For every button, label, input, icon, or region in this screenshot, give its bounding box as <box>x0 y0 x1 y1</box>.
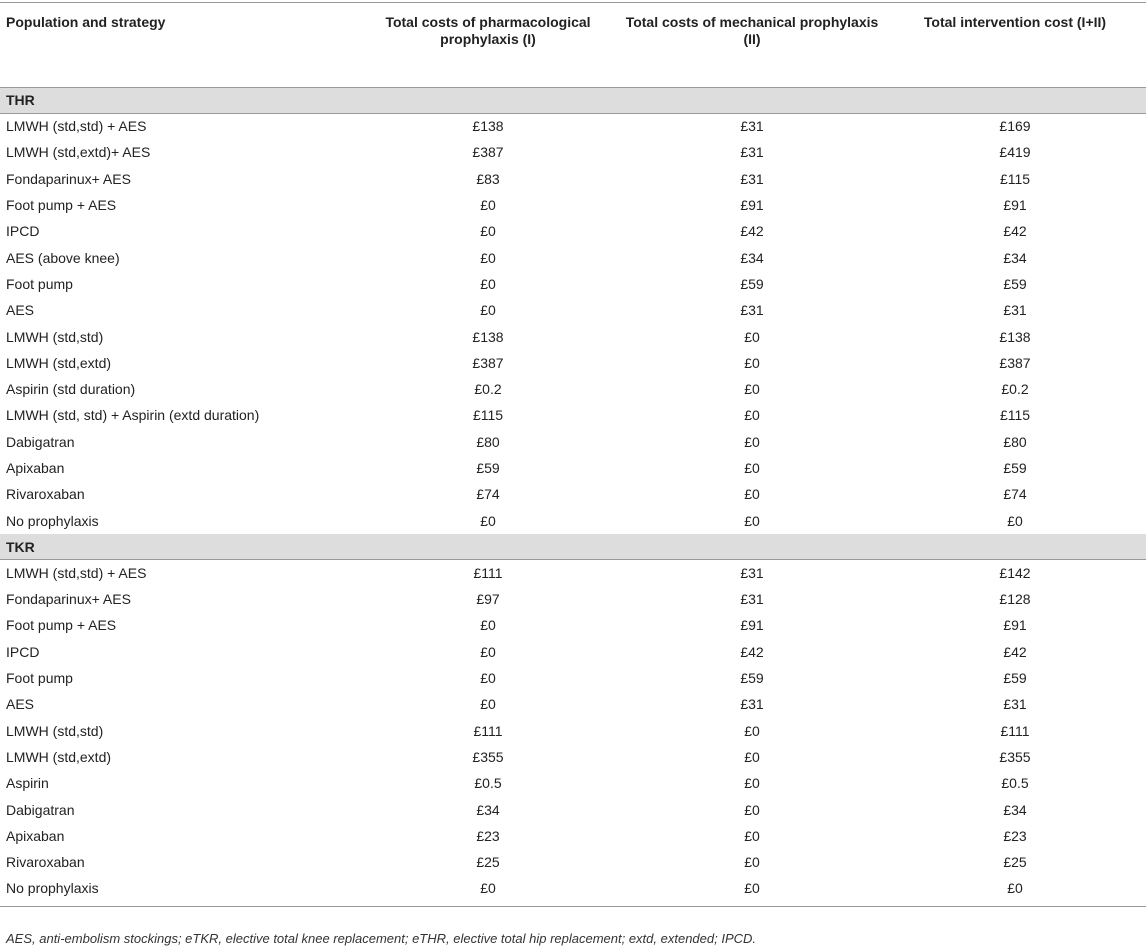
table-row <box>0 849 1146 875</box>
strategy-name: Foot pump <box>6 670 73 687</box>
table-body <box>0 87 1146 902</box>
table-row <box>0 244 1146 270</box>
total-cost: £0 <box>1007 512 1023 529</box>
strategy-name: Foot pump + AES <box>6 197 117 214</box>
table-row <box>0 560 1146 586</box>
strategy-name: Aspirin <box>6 775 49 792</box>
cost-table <box>0 3 1146 902</box>
pharmacological-cost: £387 <box>472 144 504 161</box>
table-row <box>0 376 1146 402</box>
strategy-name: Dabigatran <box>6 801 75 818</box>
mechanical-cost: £31 <box>740 591 764 608</box>
mechanical-cost: £0 <box>744 722 760 739</box>
table-row <box>0 612 1146 638</box>
pharmacological-cost: £0 <box>480 197 496 214</box>
total-cost: £0.2 <box>1001 381 1029 398</box>
strategy-name: AES <box>6 302 35 319</box>
pharmacological-cost: £387 <box>472 354 504 371</box>
total-cost: £34 <box>1003 801 1027 818</box>
total-cost: £387 <box>999 354 1031 371</box>
pharmacological-cost: £0 <box>480 643 496 660</box>
pharmacological-cost: £0.5 <box>474 775 502 792</box>
total-cost: £34 <box>1003 249 1027 266</box>
pharmacological-cost: £0 <box>480 880 496 897</box>
pharmacological-cost: £115 <box>472 407 504 424</box>
mechanical-cost: £0 <box>744 328 760 345</box>
strategy-name: IPCD <box>6 223 40 240</box>
pharmacological-cost: £0.2 <box>474 381 502 398</box>
strategy-name: AES (above knee) <box>6 249 120 266</box>
strategy-name: Dabigatran <box>6 433 75 450</box>
mechanical-cost: £59 <box>740 275 764 292</box>
pharmacological-cost: £25 <box>476 854 500 871</box>
pharmacological-cost: £80 <box>476 433 500 450</box>
group-label: TKR <box>0 534 1146 560</box>
total-cost: £115 <box>999 170 1031 187</box>
mechanical-cost: £0 <box>744 433 760 450</box>
table-row <box>0 192 1146 218</box>
total-cost: £59 <box>1003 460 1027 476</box>
strategy-name: LMWH (std,extd)+ AES <box>6 144 151 161</box>
table-row <box>0 139 1146 165</box>
table-row <box>0 323 1146 349</box>
mechanical-cost: £42 <box>740 643 764 660</box>
table-row <box>0 770 1146 796</box>
table-row <box>0 455 1146 481</box>
mechanical-cost: £0 <box>744 512 760 529</box>
mechanical-cost: £0 <box>744 748 760 765</box>
table-row <box>0 796 1146 822</box>
strategy-name: Foot pump <box>6 275 73 292</box>
pharmacological-cost: £83 <box>476 170 500 187</box>
total-cost: £128 <box>999 591 1031 608</box>
total-cost: £91 <box>1003 197 1027 214</box>
header-population-strategy: Population and strategy <box>0 3 356 87</box>
pharmacological-cost: £111 <box>473 565 503 582</box>
total-cost: £138 <box>999 328 1031 345</box>
table-row <box>0 718 1146 744</box>
table-row <box>0 297 1146 323</box>
pharmacological-cost: £111 <box>473 722 503 739</box>
strategy-name: LMWH (std,std) <box>6 328 104 345</box>
strategy-name: LMWH (std,std) + AES <box>6 565 147 582</box>
total-cost: £169 <box>999 118 1031 135</box>
total-cost: £142 <box>999 565 1031 582</box>
strategy-name: Foot pump + AES <box>6 617 117 634</box>
table-header <box>0 3 1146 87</box>
table-row <box>0 402 1146 428</box>
pharmacological-cost: £138 <box>472 328 504 345</box>
bottom-rule <box>0 906 1146 907</box>
total-cost: £80 <box>1003 433 1027 450</box>
strategy-name: Rivaroxaban <box>6 486 85 503</box>
strategy-name: LMWH (std,std) <box>6 722 104 739</box>
mechanical-cost: £34 <box>740 249 764 266</box>
pharmacological-cost: £59 <box>476 460 500 476</box>
total-cost: £0.5 <box>1001 775 1029 792</box>
strategy-name: Apixaban <box>6 460 65 476</box>
pharmacological-cost: £0 <box>480 696 496 713</box>
strategy-name: Rivaroxaban <box>6 854 85 871</box>
total-cost: £42 <box>1003 223 1027 240</box>
table-row <box>0 744 1146 770</box>
total-cost: £59 <box>1003 275 1027 292</box>
group-label: THR <box>0 87 1146 113</box>
mechanical-cost: £31 <box>740 696 764 713</box>
strategy-name: IPCD <box>6 643 40 660</box>
total-cost: £59 <box>1003 670 1027 687</box>
pharmacological-cost: £34 <box>476 801 500 818</box>
pharmacological-cost: £0 <box>480 223 496 240</box>
total-cost: £115 <box>999 407 1031 424</box>
total-cost: £23 <box>1003 827 1027 844</box>
mechanical-cost: £91 <box>740 197 764 214</box>
strategy-name: Fondaparinux+ AES <box>6 170 131 187</box>
table-row <box>0 823 1146 849</box>
table-footnote: AES, anti-embolism stockings; eTKR, elective total knee replacement; eTHR, elective total hip replacement; extd, extended; IPCD. <box>6 931 757 946</box>
mechanical-cost: £0 <box>744 460 760 476</box>
table-row <box>0 665 1146 691</box>
strategy-name: AES <box>6 696 35 713</box>
mechanical-cost: £91 <box>740 617 764 634</box>
strategy-name: Apixaban <box>6 827 65 844</box>
mechanical-cost: £0 <box>744 354 760 371</box>
header-total-cost: Total intervention cost (I+II) <box>884 3 1146 87</box>
table-row <box>0 429 1146 455</box>
table-row <box>0 113 1146 139</box>
mechanical-cost: £0 <box>744 775 760 792</box>
strategy-name: LMWH (std, std) + Aspirin (extd duration) <box>6 407 260 424</box>
header-row <box>0 3 1146 87</box>
strategy-name: No prophylaxis <box>6 880 99 897</box>
total-cost: £25 <box>1003 854 1027 871</box>
header-pharmacological-cost: Total costs of pharmacological prophylaxis (I) <box>356 3 620 87</box>
table-row <box>0 166 1146 192</box>
pharmacological-cost: £138 <box>472 118 504 135</box>
total-cost: £0 <box>1007 880 1023 897</box>
pharmacological-cost: £0 <box>480 275 496 292</box>
group-row-tkr <box>0 534 1146 560</box>
pharmacological-cost: £0 <box>480 617 496 634</box>
pharmacological-cost: £0 <box>480 302 496 319</box>
total-cost: £355 <box>999 748 1031 765</box>
table-row <box>0 350 1146 376</box>
pharmacological-cost: £0 <box>480 249 496 266</box>
table-row <box>0 875 1146 901</box>
table-row <box>0 639 1146 665</box>
mechanical-cost: £31 <box>740 144 764 161</box>
total-cost: £74 <box>1003 486 1027 503</box>
strategy-name: LMWH (std,extd) <box>6 748 112 765</box>
total-cost: £31 <box>1003 302 1027 319</box>
mechanical-cost: £0 <box>744 381 760 398</box>
strategy-name: LMWH (std,extd) <box>6 354 112 371</box>
mechanical-cost: £0 <box>744 854 760 871</box>
pharmacological-cost: £355 <box>472 748 504 765</box>
total-cost: £31 <box>1003 696 1027 713</box>
total-cost: £91 <box>1003 617 1027 634</box>
table-row <box>0 218 1146 244</box>
mechanical-cost: £0 <box>744 827 760 844</box>
group-row-thr <box>0 87 1146 113</box>
mechanical-cost: £0 <box>744 801 760 818</box>
strategy-name: No prophylaxis <box>6 512 99 529</box>
mechanical-cost: £42 <box>740 223 764 240</box>
total-cost: £42 <box>1003 643 1027 660</box>
total-cost: £111 <box>1000 722 1030 739</box>
table-row <box>0 271 1146 297</box>
mechanical-cost: £59 <box>740 670 764 687</box>
pharmacological-cost: £0 <box>480 512 496 529</box>
header-mechanical-cost: Total costs of mechanical prophylaxis (II) <box>620 3 884 87</box>
mechanical-cost: £31 <box>740 302 764 319</box>
mechanical-cost: £31 <box>740 565 764 582</box>
mechanical-cost: £0 <box>744 486 760 503</box>
strategy-name: LMWH (std,std) + AES <box>6 118 147 135</box>
pharmacological-cost: £97 <box>476 591 500 608</box>
mechanical-cost: £31 <box>740 118 764 135</box>
mechanical-cost: £0 <box>744 880 760 897</box>
table-row <box>0 507 1146 533</box>
pharmacological-cost: £23 <box>476 827 500 844</box>
total-cost: £419 <box>999 144 1031 161</box>
mechanical-cost: £0 <box>744 407 760 424</box>
mechanical-cost: £31 <box>740 170 764 187</box>
strategy-name: Fondaparinux+ AES <box>6 591 131 608</box>
pharmacological-cost: £0 <box>480 670 496 687</box>
strategy-name: Aspirin (std duration) <box>6 381 136 398</box>
table-row <box>0 691 1146 717</box>
table-row <box>0 481 1146 507</box>
pharmacological-cost: £74 <box>476 486 500 503</box>
table-row <box>0 586 1146 612</box>
